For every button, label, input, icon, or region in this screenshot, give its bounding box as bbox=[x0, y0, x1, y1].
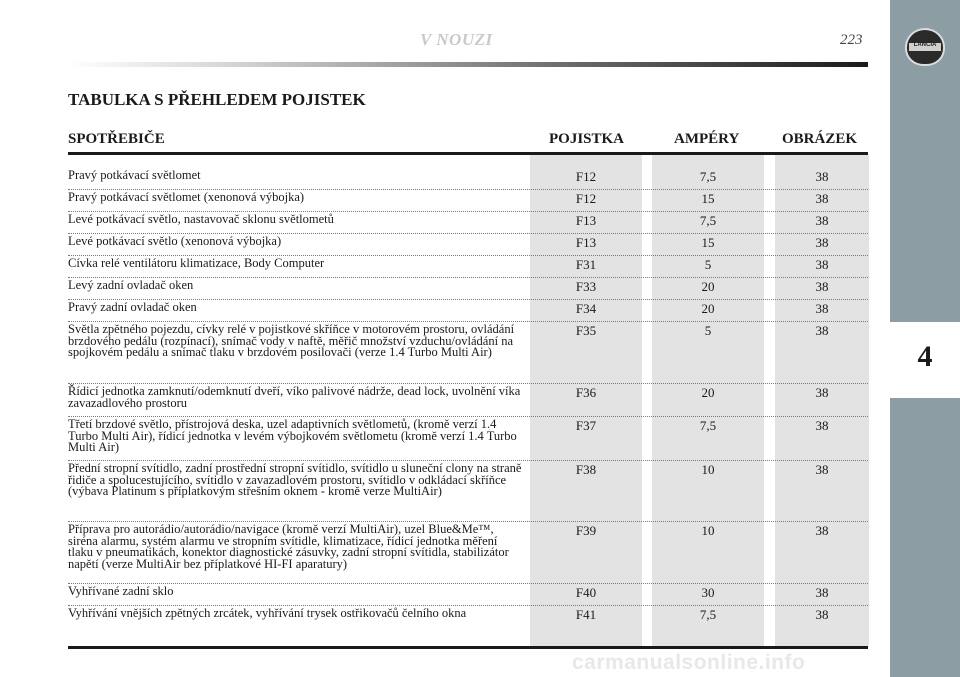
figure-cell: 38 bbox=[815, 235, 829, 250]
fuse-cell: F41 bbox=[575, 607, 597, 622]
table-title: TABULKA S PŘEHLEDEM POJISTEK bbox=[68, 90, 366, 109]
table-row bbox=[68, 583, 868, 606]
table-row bbox=[68, 383, 868, 417]
table-row bbox=[68, 211, 868, 234]
header-divider bbox=[68, 152, 868, 155]
figure-cell: 38 bbox=[815, 169, 829, 184]
consumer-cell: Levé potkávací světlo, nastavovač sklonu světlometů bbox=[68, 212, 334, 226]
fuse-cell: F12 bbox=[575, 169, 597, 184]
figure-cell: 38 bbox=[815, 323, 829, 338]
consumer-cell: Řídicí jednotka zamknutí/odemknutí dveří, víko palivové nádrže, dead lock, uvolnění víka zavazadlového prostoru bbox=[68, 384, 521, 410]
fuse-cell: F36 bbox=[575, 385, 597, 400]
section-title: V NOUZI bbox=[420, 30, 493, 49]
table-row bbox=[68, 416, 868, 461]
fuse-cell: F31 bbox=[575, 257, 597, 272]
ampere-cell: 7,5 bbox=[699, 169, 717, 184]
table-row bbox=[68, 321, 868, 384]
figure-cell: 38 bbox=[815, 523, 829, 538]
figure-cell: 38 bbox=[815, 213, 829, 228]
consumer-cell: Světla zpětného pojezdu, cívky relé v pojistkové skříňce v motorovém prostoru, ovládání brzdového pedálu (rozpínací), snímač vody v naftě, měřič množství vzduchu/ovládání na spojkovém pedálu a snímač tlaku v brzdovém posilovači (verze 1.4 Turbo Multi Air) bbox=[68, 322, 515, 359]
figure-cell: 38 bbox=[815, 607, 829, 622]
ampere-cell: 7,5 bbox=[699, 607, 717, 622]
consumer-cell: Vyhřívání vnějších zpětných zrcátek, vyhřívání trysek ostřikovačů čelního okna bbox=[68, 606, 467, 620]
table-row bbox=[68, 255, 868, 278]
consumer-cell: Levé potkávací světlo (xenonová výbojka) bbox=[68, 234, 282, 248]
ampere-cell: 10 bbox=[701, 523, 715, 538]
table-row bbox=[68, 299, 868, 322]
consumer-cell: Příprava pro autorádio/autorádio/navigace (kromě verzí MultiAir), uzel Blue&Me™, siréna alarmu, systém alarmu ve stropním svítidle, klimatizace, řídicí jednotka měření tlaku v pneumatikách, konektor diagnostické zásuvky, zadní stropní svítidla, stabilizátor napětí (verze MultiAir bez příplatkové HI-FI aparatury) bbox=[68, 522, 509, 571]
consumer-cell: Třetí brzdové světlo, přístrojová deska, uzel adaptivních světlometů, (kromě verzí 1.4 Turbo Multi Air), řídicí jednotka v levém výbojkovém světlometu (kromě verzí 1.4 Turbo Multi Air) bbox=[68, 417, 517, 454]
figure-cell: 38 bbox=[815, 585, 829, 600]
consumer-cell: Pravý potkávací světlomet bbox=[68, 168, 201, 182]
figure-cell: 38 bbox=[815, 418, 829, 433]
fuse-cell: F33 bbox=[575, 279, 597, 294]
fuse-cell: F13 bbox=[575, 213, 597, 228]
column-header-fuse: POJISTKA bbox=[549, 131, 625, 147]
ampere-cell: 5 bbox=[704, 323, 712, 338]
figure-cell: 38 bbox=[815, 385, 829, 400]
chapter-tab bbox=[890, 322, 960, 398]
fuse-cell: F35 bbox=[575, 323, 597, 338]
column-header-consumers: SPOTŘEBIČE bbox=[68, 131, 165, 147]
logo-text: LANCIA bbox=[913, 42, 937, 48]
consumer-cell: Pravý zadní ovladač oken bbox=[68, 300, 197, 314]
fuse-cell: F38 bbox=[575, 462, 597, 477]
table-row bbox=[68, 189, 868, 212]
fuse-cell: F12 bbox=[575, 191, 597, 206]
column-header-figure: OBRÁZEK bbox=[782, 131, 858, 147]
ampere-cell: 20 bbox=[701, 385, 715, 400]
table-row bbox=[68, 277, 868, 300]
fuse-cell: F13 bbox=[575, 235, 597, 250]
watermark: carmanualsonline.info bbox=[572, 651, 806, 674]
table-row bbox=[68, 233, 868, 256]
column-header-amperes: AMPÉRY bbox=[674, 131, 740, 147]
brand-logo-icon bbox=[905, 28, 945, 66]
table-row bbox=[68, 460, 868, 522]
chapter-number: 4 bbox=[917, 340, 933, 373]
page-number: 223 bbox=[840, 32, 863, 48]
consumer-cell: Pravý potkávací světlomet (xenonová výbojka) bbox=[68, 190, 305, 204]
ampere-cell: 30 bbox=[701, 585, 715, 600]
figure-cell: 38 bbox=[815, 279, 829, 294]
figure-cell: 38 bbox=[815, 301, 829, 316]
table-row bbox=[68, 605, 868, 645]
ampere-cell: 5 bbox=[704, 257, 712, 272]
consumer-cell: Vyhřívané zadní sklo bbox=[68, 584, 174, 598]
ampere-cell: 15 bbox=[701, 235, 715, 250]
consumer-cell: Cívka relé ventilátoru klimatizace, Body Computer bbox=[68, 256, 325, 270]
ampere-cell: 20 bbox=[701, 279, 715, 294]
table-row bbox=[68, 167, 868, 190]
consumer-cell: Přední stropní svítidlo, zadní prostřední stropní svítidlo, svítidlo u sluneční clony na straně řidiče a spolucestujícího, svítidlo v zavazadlovém prostoru, svítidlo v odkládací skříňce (výbava Platinum s příplatkovým střešním oknem - kromě verze MultiAir) bbox=[68, 461, 522, 498]
ampere-cell: 10 bbox=[701, 462, 715, 477]
ampere-cell: 7,5 bbox=[699, 418, 717, 433]
consumer-cell: Levý zadní ovladač oken bbox=[68, 278, 194, 292]
fuse-cell: F34 bbox=[575, 301, 597, 316]
figure-cell: 38 bbox=[815, 257, 829, 272]
ampere-cell: 15 bbox=[701, 191, 715, 206]
fuse-cell: F40 bbox=[575, 585, 597, 600]
ampere-cell: 7,5 bbox=[699, 213, 717, 228]
figure-cell: 38 bbox=[815, 191, 829, 206]
table-bottom-rule bbox=[68, 646, 868, 649]
fuse-cell: F37 bbox=[575, 418, 597, 433]
fuse-cell: F39 bbox=[575, 523, 597, 538]
ampere-cell: 20 bbox=[701, 301, 715, 316]
figure-cell: 38 bbox=[815, 462, 829, 477]
header-rule bbox=[68, 62, 868, 67]
table-row bbox=[68, 521, 868, 584]
